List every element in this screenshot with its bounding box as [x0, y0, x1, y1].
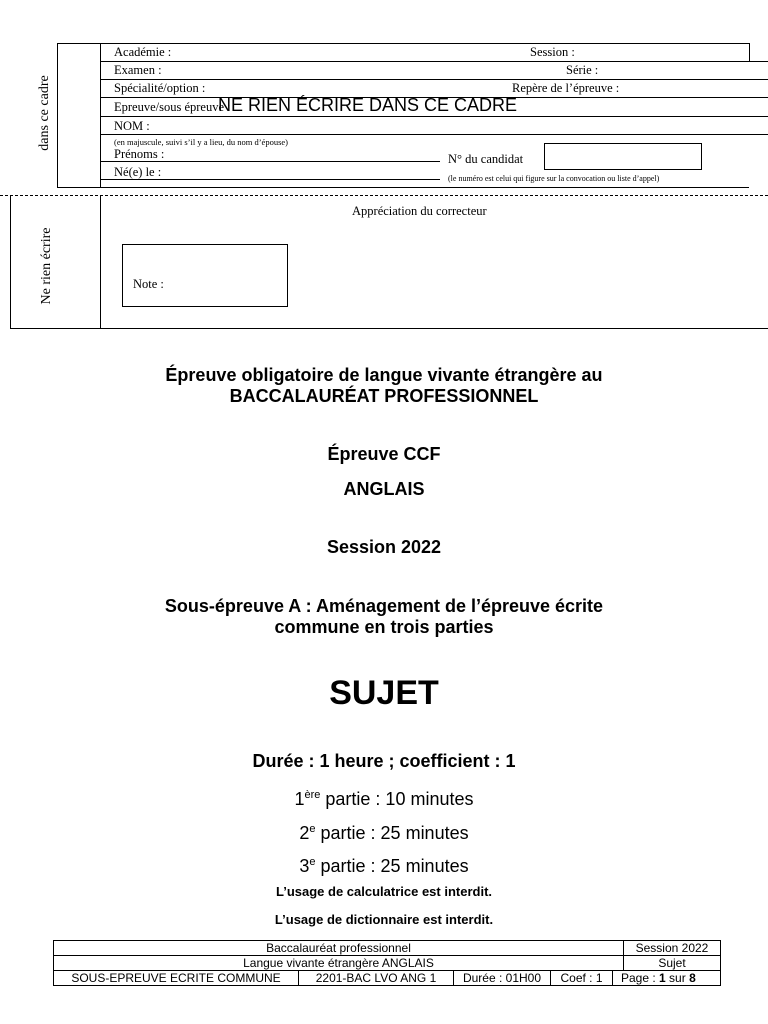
- footer-coef: Coef : 1: [551, 971, 613, 986]
- duree-line: Durée : 1 heure ; coefficient : 1: [252, 751, 516, 771]
- rule-dictionnaire: L’usage de dictionnaire est interdit.: [274, 912, 494, 927]
- examen-label: Examen :: [114, 63, 162, 77]
- part-3-text: partie : 25 minutes: [315, 856, 469, 876]
- footer-page-num: 1: [659, 971, 666, 985]
- footer-duree: Durée : 01H00: [454, 971, 551, 986]
- part-1-text: partie : 10 minutes: [320, 789, 474, 809]
- footer-langue: Langue vivante étrangère ANGLAIS: [54, 956, 624, 971]
- footer-row-1: [54, 941, 721, 956]
- footer-row-3: [54, 971, 721, 986]
- footer-page: [613, 971, 721, 986]
- rule-calculatrice: L’usage de calculatrice est interdit.: [275, 884, 493, 899]
- sous-epreuve-line-1: Sous-épreuve A : Aménagement de l’épreuve écrite: [164, 596, 604, 616]
- overlay-warning: NE RIEN ÉCRIRE DANS CE CADRE: [218, 95, 518, 115]
- footer-page-mid: sur: [665, 971, 690, 985]
- part-1-num: 1: [294, 789, 305, 809]
- session-title: Session 2022: [326, 537, 442, 557]
- part-3-sup: e: [309, 856, 316, 868]
- part-1: [0, 784, 768, 810]
- prenoms-label: Prénoms :: [114, 147, 165, 161]
- footer-sous-epreuve: SOUS-EPREUVE ECRITE COMMUNE: [54, 971, 299, 986]
- repere-label: Repère de l’épreuve :: [512, 81, 620, 95]
- footer-type: Sujet: [624, 956, 721, 971]
- title-line-1: Épreuve obligatoire de langue vivante étrangère au: [165, 365, 603, 385]
- part-2-sup: e: [309, 823, 316, 835]
- academie-label: Académie :: [114, 45, 172, 59]
- nom-label: NOM :: [114, 119, 150, 133]
- part-2-num: 2: [299, 823, 310, 843]
- langue: ANGLAIS: [343, 479, 425, 499]
- part-1-sup: ère: [304, 789, 321, 801]
- ne-le-label: Né(e) le :: [114, 165, 162, 179]
- candidat-note: (le numéro est celui qui figure sur la convocation ou liste d’appel): [448, 174, 660, 183]
- footer-table: [53, 940, 721, 986]
- note-label: Note :: [133, 277, 164, 291]
- part-3: [0, 851, 768, 877]
- cut-line: [0, 195, 768, 196]
- specialite-label: Spécialité/option :: [114, 81, 206, 95]
- footer-page-total: 8: [689, 971, 696, 985]
- footer-row-2: [54, 956, 721, 971]
- serie-label: Série :: [566, 63, 599, 77]
- nom-note: (en majuscule, suivi s’il y a lieu, du nom d’épouse): [114, 137, 288, 147]
- footer-code: 2201-BAC LVO ANG 1: [299, 971, 454, 986]
- part-2-text: partie : 25 minutes: [315, 823, 469, 843]
- part-2: [0, 818, 768, 844]
- candidat-label: N° du candidat: [448, 152, 524, 166]
- epreuve-ccf: Épreuve CCF: [327, 444, 441, 464]
- sous-epreuve-line-2: commune en trois parties: [274, 617, 494, 637]
- note-box[interactable]: [122, 244, 288, 307]
- side-label-top: dans ce cadre: [37, 75, 52, 151]
- side-label-bottom: Ne rien écrire: [39, 227, 54, 305]
- session-label: Session :: [530, 45, 575, 59]
- title-line-2: BACCALAURÉAT PROFESSIONNEL: [229, 386, 539, 406]
- part-3-num: 3: [299, 856, 310, 876]
- footer-diploma: Baccalauréat professionnel: [54, 941, 624, 956]
- appreciation-label: Appréciation du correcteur: [352, 204, 487, 218]
- candidat-number-field[interactable]: [544, 143, 702, 170]
- sujet-heading: SUJET: [329, 674, 439, 712]
- footer-session: Session 2022: [624, 941, 721, 956]
- epreuve-label: Epreuve/sous épreuve :: [114, 100, 231, 114]
- footer-page-prefix: Page :: [621, 971, 660, 985]
